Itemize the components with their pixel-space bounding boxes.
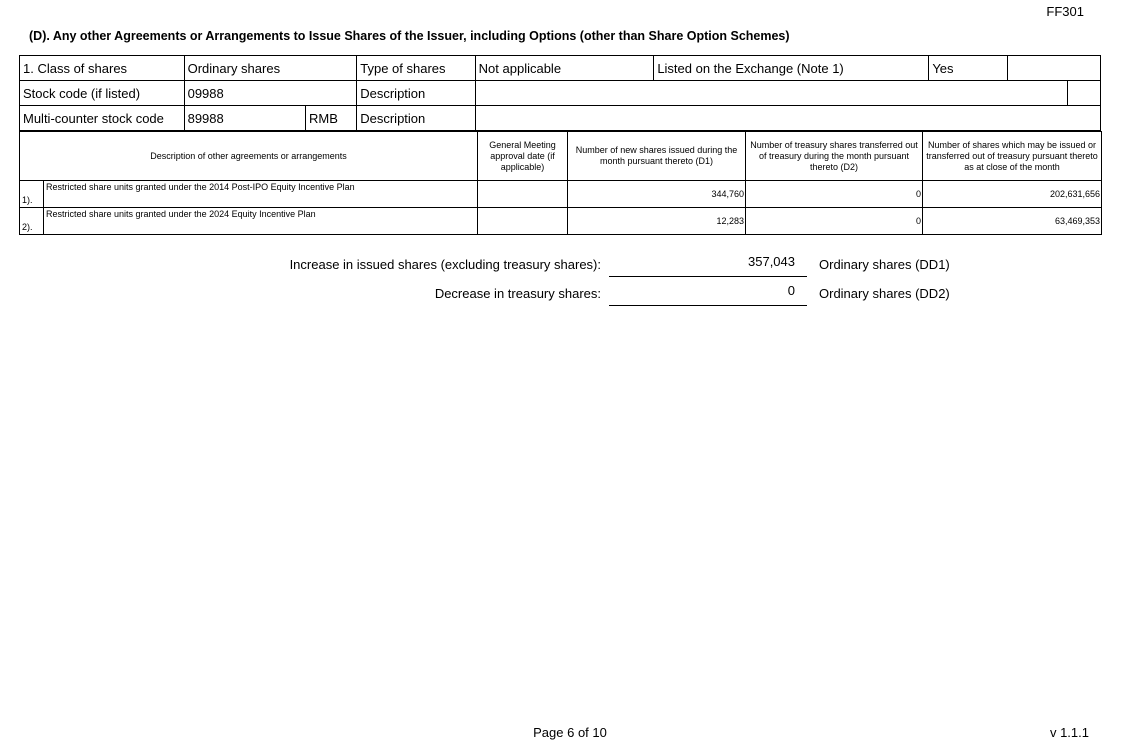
increase-label: Increase in issued shares (excluding treasury shares): [289,257,601,272]
version-label: v 1.1.1 [1049,725,1089,740]
stock-code-value: 09988 [184,81,357,106]
row-treasury-transferred: 0 [746,208,923,235]
form-code: FF301 [1046,4,1084,19]
row-new-shares: 12,283 [568,208,746,235]
class-of-shares-value: Ordinary shares [184,56,357,81]
type-of-shares-value: Not applicable [475,56,654,81]
table-row [20,208,1102,235]
empty-cell [1067,81,1100,106]
header-description: Description of other agreements or arrangements [20,132,478,181]
type-of-shares-label: Type of shares [357,56,475,81]
table-row [20,181,1102,208]
header-treasury-transferred: Number of treasury shares transferred out of treasury during the month pursuant thereto (D2) [746,132,923,181]
row-treasury-transferred: 0 [746,181,923,208]
table-header-row [20,132,1102,181]
row-approval-date [478,208,568,235]
header-approval-date: General Meeting approval date (if applicable) [478,132,568,181]
decrease-unit: Ordinary shares (DD2) [819,286,950,301]
multi-counter-row [20,106,1101,131]
class-of-shares-label: 1. Class of shares [20,56,185,81]
row-description: Restricted share units granted under the 2024 Equity Incentive Plan [44,208,478,235]
class-info-table [19,55,1101,131]
row-may-be-issued: 202,631,656 [923,181,1102,208]
row-index: 2). [20,208,44,235]
class-row [20,56,1101,81]
row-description: Restricted share units granted under the 2014 Post-IPO Equity Incentive Plan [44,181,478,208]
header-new-shares: Number of new shares issued during the month pursuant thereto (D1) [568,132,746,181]
increase-unit: Ordinary shares (DD1) [819,257,950,272]
row-approval-date [478,181,568,208]
description-value-2 [475,106,1100,131]
description-label: Description [357,81,475,106]
listed-label: Listed on the Exchange (Note 1) [654,56,929,81]
listed-value: Yes [929,56,1007,81]
decrease-value: 0 [609,283,807,306]
stock-code-row [20,81,1101,106]
row-may-be-issued: 63,469,353 [923,208,1102,235]
empty-cell [1007,56,1100,81]
increase-value: 357,043 [609,254,807,277]
header-may-be-issued: Number of shares which may be issued or transferred out of treasury pursuant thereto as at close of the month [923,132,1102,181]
currency-value: RMB [306,106,357,131]
stock-code-label: Stock code (if listed) [20,81,185,106]
page-number: Page 6 of 10 [533,725,607,740]
description-label-2: Description [357,106,475,131]
decrease-label: Decrease in treasury shares: [434,286,601,301]
agreements-table [19,131,1102,235]
row-index: 1). [20,181,44,208]
description-value [475,81,1067,106]
multi-counter-label: Multi-counter stock code [20,106,185,131]
multi-counter-value: 89988 [184,106,305,131]
section-title: (D). Any other Agreements or Arrangements to Issue Shares of the Issuer, including Options (other than Share Option Schemes) [29,29,790,43]
row-new-shares: 344,760 [568,181,746,208]
